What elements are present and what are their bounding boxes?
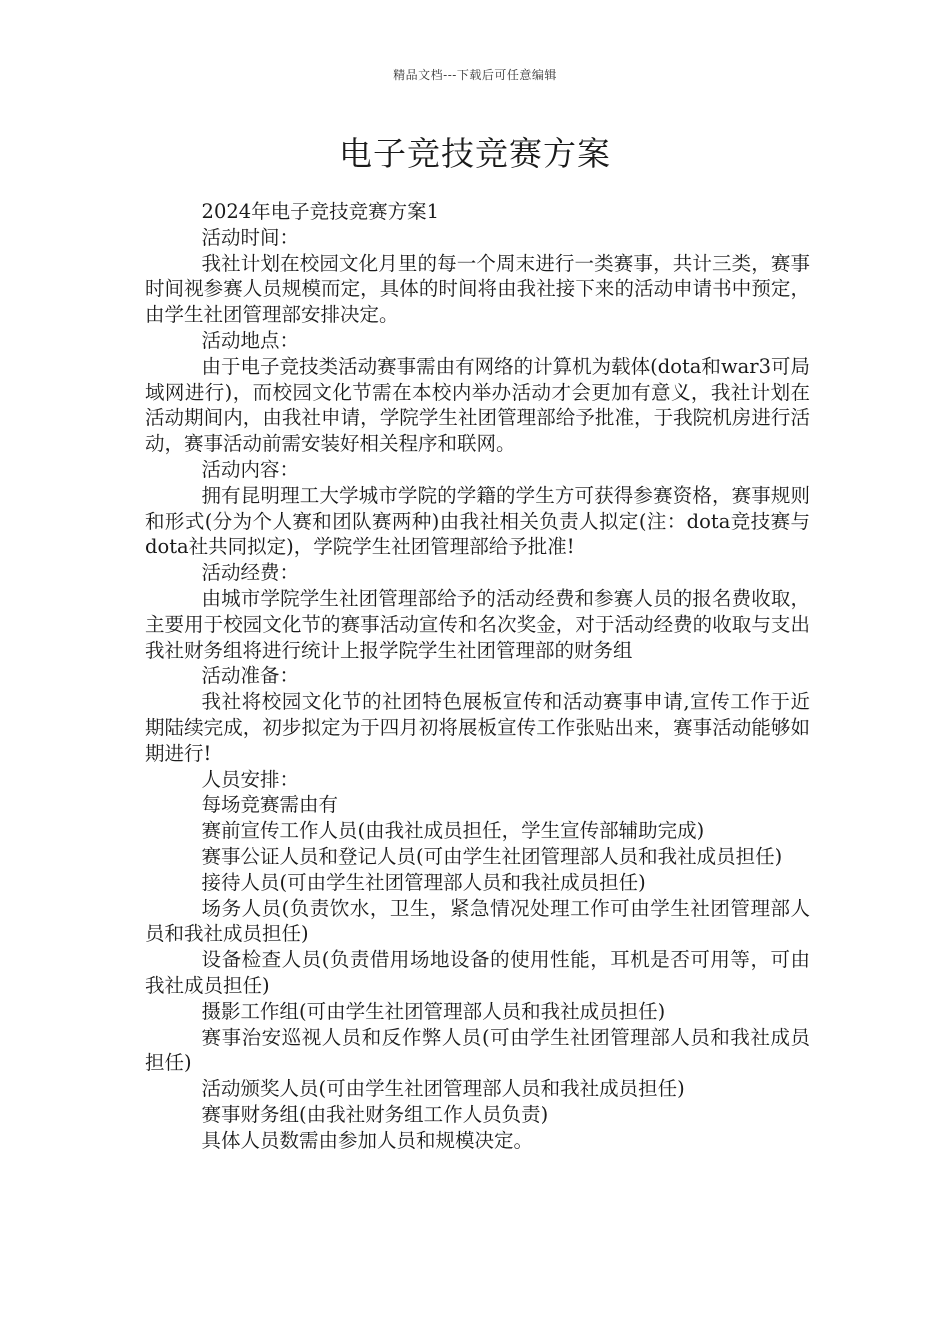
paragraph: 由城市学院学生社团管理部给予的活动经费和参赛人员的报名费收取，主要用于校园文化节的赛事活动宣传和名次奖金，对于活动经费的收取与支出我社财务组将进行统计上报学院学生社团管理部的财务组: [145, 586, 810, 662]
paragraph: 接待人员(可由学生社团管理部人员和我社成员担任): [201, 870, 646, 894]
paragraph: 摄影工作组(可由学生社团管理部人员和我社成员担任): [201, 999, 666, 1023]
paragraph: 2024年电子竞技竞赛方案1: [201, 200, 440, 223]
paragraph: 赛事公证人员和登记人员(可由学生社团管理部人员和我社成员担任): [201, 844, 783, 868]
document-title: 电子竞技竞赛方案: [339, 134, 611, 173]
paragraph: 赛事治安巡视人员和反作弊人员(可由学生社团管理部人员和我社成员担任): [145, 1025, 810, 1075]
header-note: 精品文档---下载后可任意编辑: [393, 68, 557, 82]
paragraph: 场务人员(负责饮水，卫生，紧急情况处理工作可由学生社团管理部人员和我社成员担任): [145, 896, 810, 946]
paragraph: 设备检查人员(负责借用场地设备的使用性能，耳机是否可用等，可由我社成员担任): [145, 948, 810, 997]
paragraph: 我社计划在校园文化月里的每一个周末进行一类赛事，共计三类，赛事时间视参赛人员规模而定，具体的时间将由我社接下来的活动申请书中预定，由学生社团管理部安排决定。: [145, 251, 810, 327]
paragraph: 活动地点：: [201, 328, 300, 352]
paragraph: 赛前宣传工作人员(由我社成员担任，学生宣传部辅助完成): [201, 819, 705, 843]
document-body: [145, 199, 810, 1153]
paragraph: 活动内容：: [201, 457, 300, 481]
paragraph: 活动经费：: [201, 561, 300, 585]
paragraph: 活动颁奖人员(可由学生社团管理部人员和我社成员担任): [201, 1077, 685, 1101]
paragraph: 赛事财务组(由我社财务组工作人员负责): [201, 1102, 549, 1126]
paragraph: 活动准备：: [201, 664, 300, 688]
paragraph: 由于电子竞技类活动赛事需由有网络的计算机为载体(dota和war3可局域网进行)，而校园文化节需在本校内举办活动才会更加有意义，我社计划在活动期间内，由我社申请，学院学生社团管理部给予批准，于我院机房进行活动，赛事活动前需安装好相关程序和联网。: [145, 354, 810, 456]
paragraph: 每场竞赛需由有: [201, 793, 339, 817]
paragraph: 我社将校园文化节的社团特色展板宣传和活动赛事申请,宣传工作于近期陆续完成，初步拟定为于四月初将展板宣传工作张贴出来，赛事活动能够如期进行!: [145, 690, 810, 765]
paragraph: 活动时间：: [201, 225, 300, 249]
paragraph: 拥有昆明理工大学城市学院的学籍的学生方可获得参赛资格，赛事规则和形式(分为个人赛和团队赛两种)由我社相关负责人拟定(注：dota竞技赛与dota社共同拟定)，学院学生社团管理部给予批准!: [145, 483, 810, 559]
paragraph: 人员安排：: [201, 767, 300, 791]
paragraph: 具体人员数需由参加人员和规模决定。: [201, 1128, 534, 1152]
